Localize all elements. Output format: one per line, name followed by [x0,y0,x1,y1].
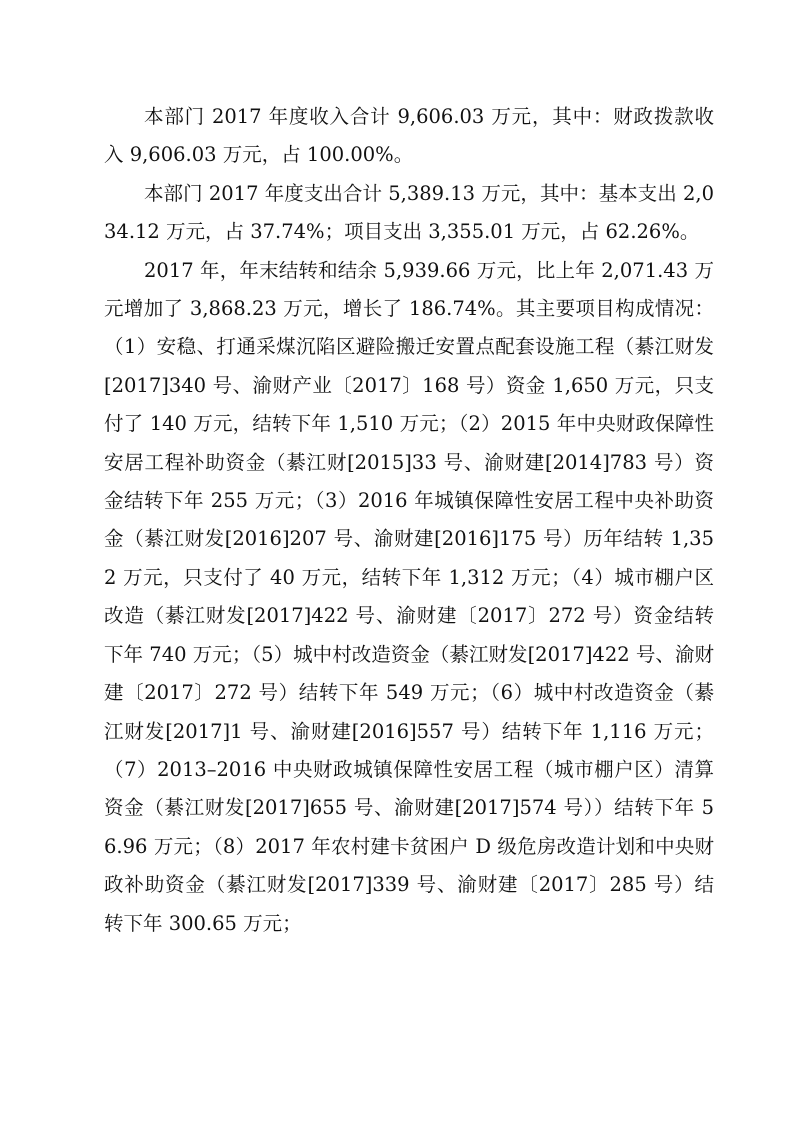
paragraph-carryover-details: 2017 年，年末结转和结余 5,939.66 万元，比上年 2,071.43 万元增加了 3,868.23 万元，增长了 186.74%。其主要项目构成情况：（1）安稳、打通采煤沉陷区避险搬迁安置点配套设施工程（綦江财发[2017]340 号、渝财产业〔2017〕168 号）资金 1,650 万元，只支付了 140 万元，结转下年 1,510 万元；（2）2015 年中央财政保障性安居工程补助资金（綦江财[2015]33 号、渝财建[2014]783 号）资金结转下年 255 万元；（3）2016 年城镇保障性安居工程中央补助资金（綦江财发[2016]207 号、渝财建[2016]175 号）历年结转 1,352 万元，只支付了 40 万元，结转下年 1,312 万元；（4）城市棚户区改造（綦江财发[2017]422 号、渝财建〔2017〕272 号）资金结转下年 740 万元；（5）城中村改造资金（綦江财发[2017]422 号、渝财建〔2017〕272 号）结转下年 549 万元；（6）城中村改造资金（綦江财发[2017]1 号、渝财建[2016]557 号）结转下年 1,116 万元；（7）2013–2016 中央财政城镇保障性安居工程（城市棚户区）清算资金（綦江财发[2017]655 号、渝财建[2017]574 号））结转下年 56.96 万元；（8）2017 年农村建卡贫困户 D 级危房改造计划和中央财政补助资金（綦江财发[2017]339 号、渝财建〔2017〕285 号）结转下年 300.65 万元； [104,258,714,935]
paragraph-income-summary: 本部门 2017 年度收入合计 9,606.03 万元，其中：财政拨款收入 9,606.03 万元，占 100.00%。 [104,105,714,167]
body-text [104,98,714,943]
paragraph-expenditure-summary: 本部门 2017 年度支出合计 5,389.13 万元，其中：基本支出 2,034.12 万元，占 37.74%；项目支出 3,355.01 万元，占 62.26%。 [104,181,714,244]
